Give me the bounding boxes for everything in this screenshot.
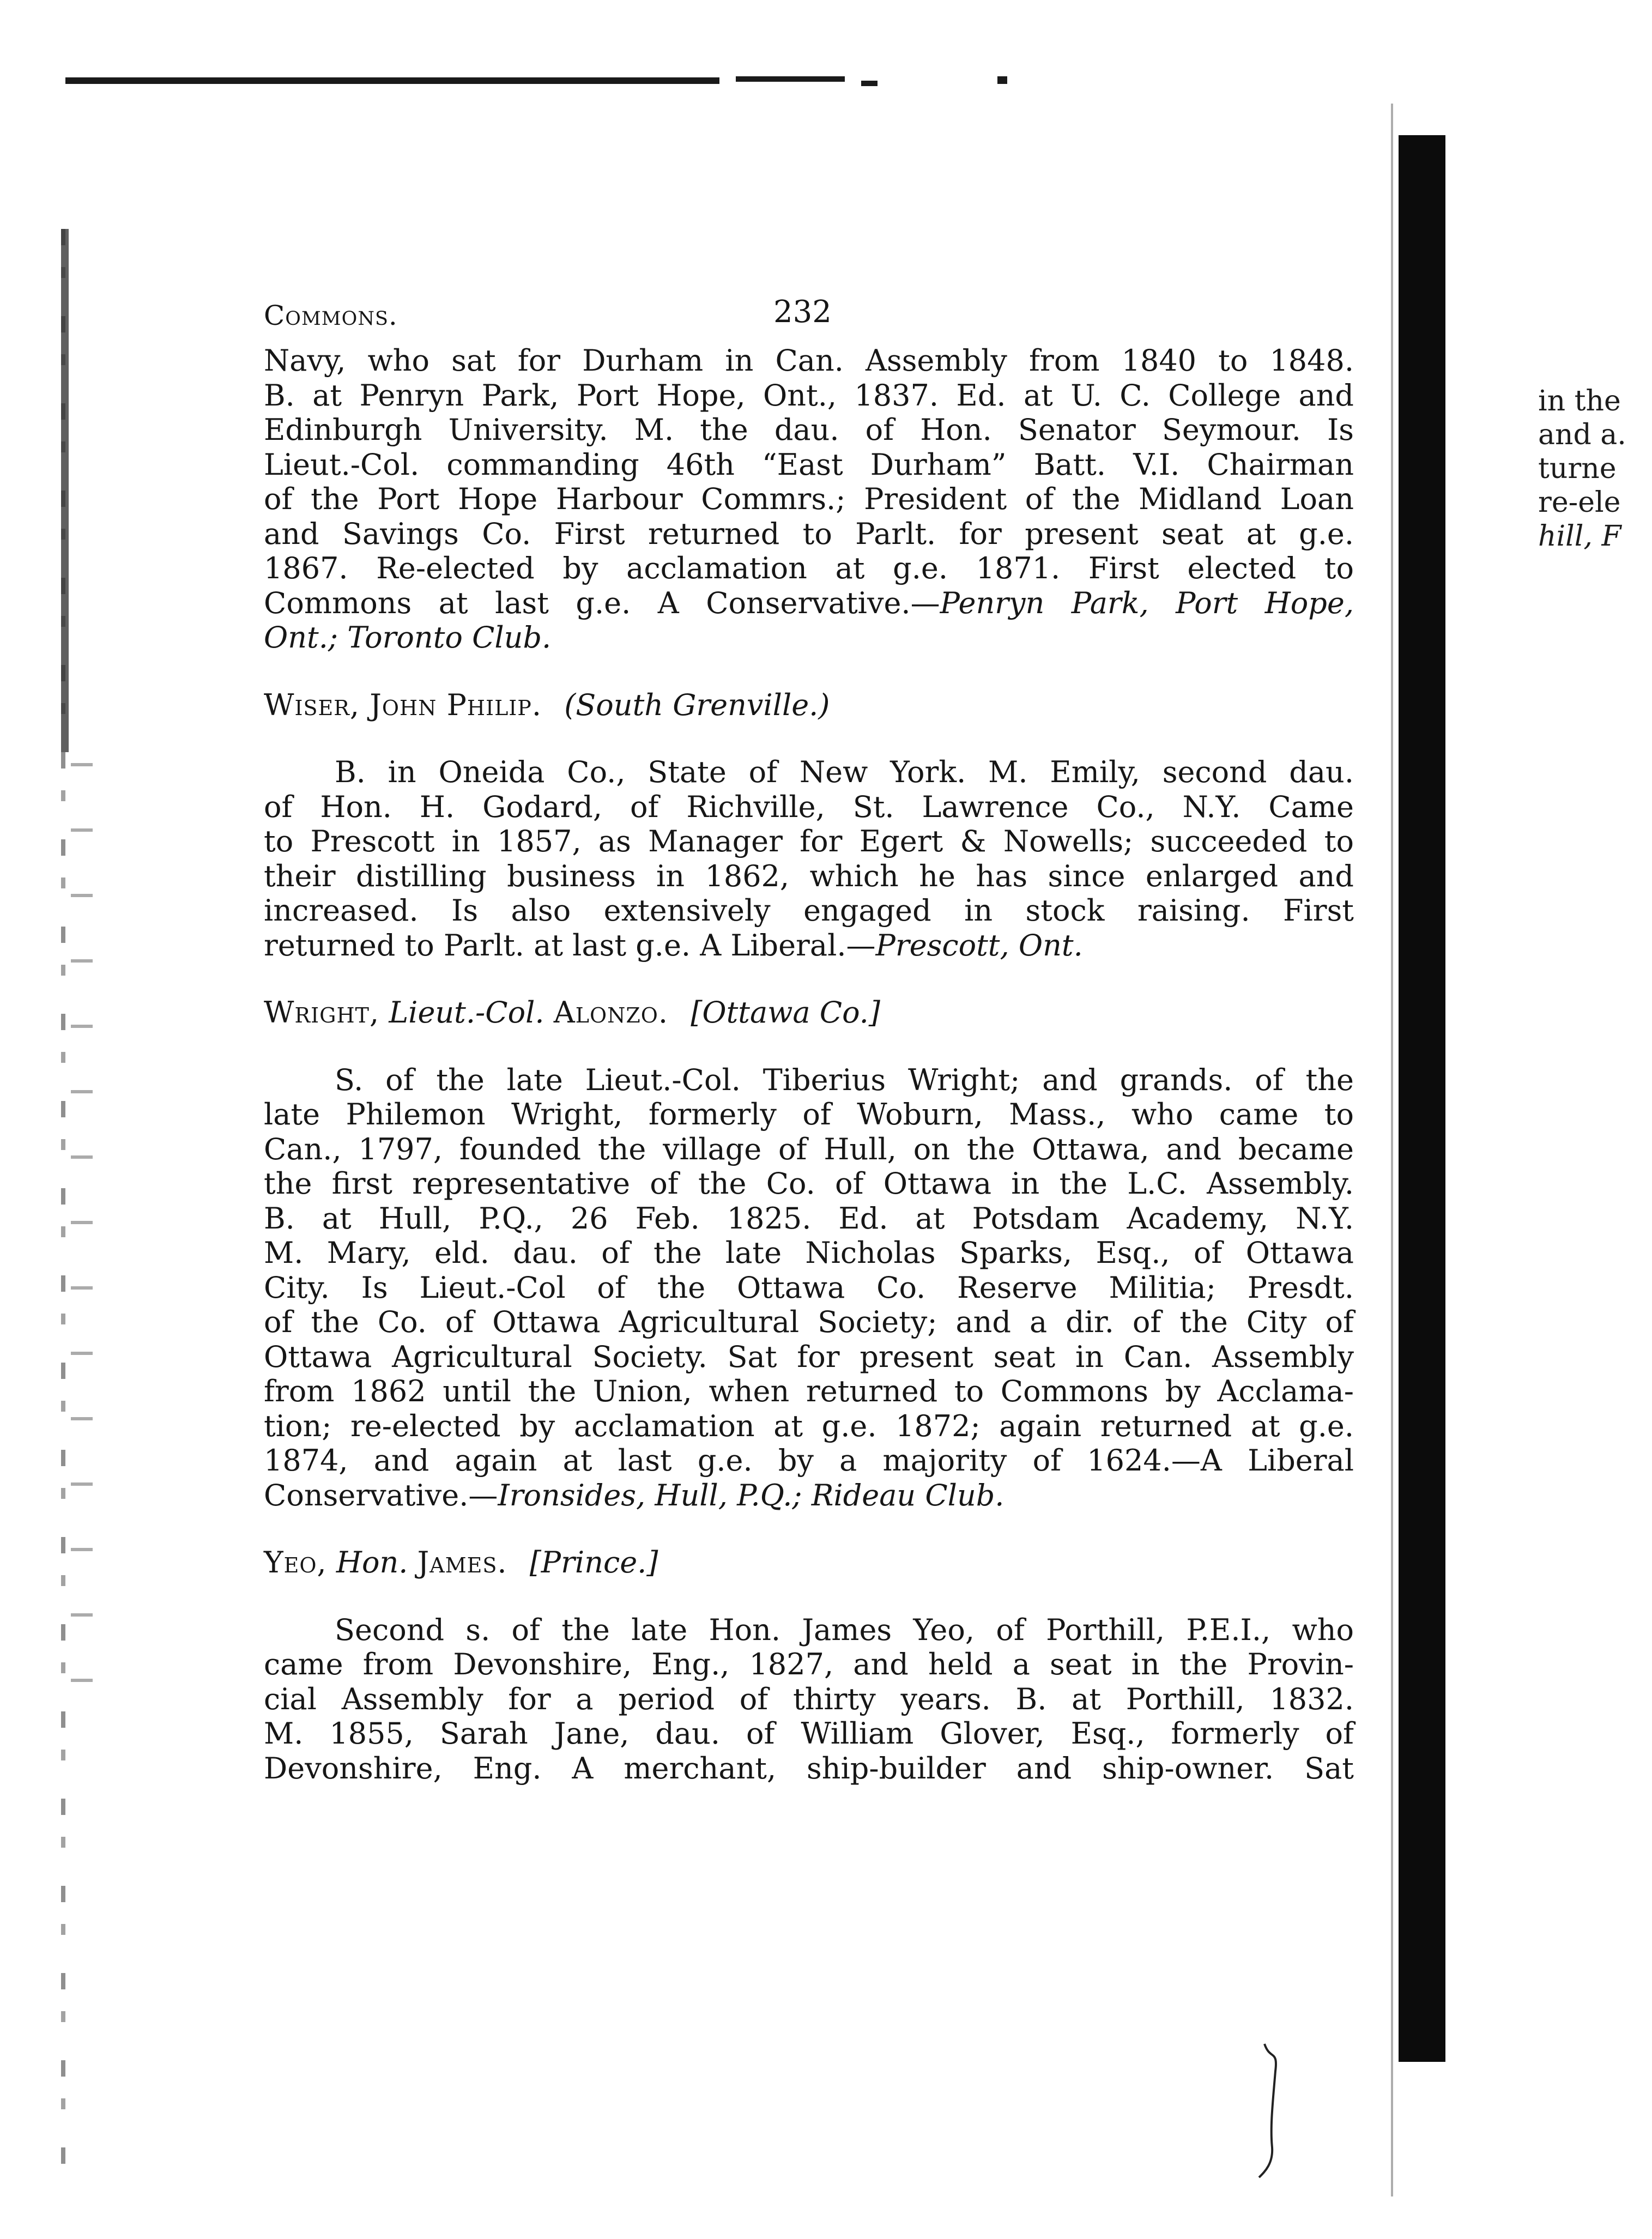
text-line: B. at Hull, P.Q., 26 Feb. 1825. Ed. at Potsdam Academy, N.Y. bbox=[264, 1201, 1354, 1236]
bleed-line: and a. bbox=[1538, 419, 1626, 451]
address: Prescott, Ont. bbox=[875, 928, 1083, 963]
text-line: Lieut.-Col. commanding 46th “East Durham” Batt. V.I. Chairman bbox=[264, 447, 1354, 482]
text-line: S. of the late Lieut.-Col. Tiberius Wright; and grands. of the bbox=[335, 1062, 1354, 1097]
member-given-name: James. bbox=[417, 1545, 507, 1580]
bleed-line: re-ele bbox=[1538, 486, 1621, 519]
address: Ironsides, Hull, P.Q.; Rideau Club. bbox=[498, 1478, 1004, 1512]
text-line bbox=[264, 586, 1354, 621]
text-line: of Hon. H. Godard, of Richville, St. Lawrence Co., N.Y. Came bbox=[264, 789, 1354, 824]
text-line: Can., 1797, founded the village of Hull, on the Ottawa, and became bbox=[264, 1131, 1354, 1166]
text-line: tion; re-elected by acclamation at g.e. 1872; again returned at g.e. bbox=[264, 1408, 1354, 1443]
pencil-mark bbox=[1254, 2038, 1286, 2180]
text-line: and Savings Co. First returned to Parlt. for present seat at g.e. bbox=[264, 516, 1354, 551]
section-title: Commons. bbox=[264, 300, 398, 331]
text-line: M. 1855, Sarah Jane, dau. of William Glover, Esq., formerly of bbox=[264, 1716, 1354, 1751]
continuation-paragraph bbox=[264, 343, 1354, 655]
text-line: of the Co. of Ottawa Agricultural Society; and a dir. of the City of bbox=[264, 1305, 1354, 1339]
constituency: [Ottawa Co.] bbox=[691, 995, 880, 1030]
text-line: Second s. of the late Hon. James Yeo, of Porthill, P.E.I., who bbox=[335, 1612, 1354, 1647]
entry-heading bbox=[264, 1545, 1354, 1580]
text-fragment: Commons at last g.e. A Conservative.— bbox=[264, 585, 940, 620]
text-line: of the Port Hope Harbour Commrs.; President of the Midland Loan bbox=[264, 482, 1354, 516]
page-number: 232 bbox=[773, 294, 832, 330]
left-margin-ticks bbox=[71, 763, 93, 1744]
entry-heading bbox=[264, 688, 1354, 723]
entry-paragraph bbox=[264, 1613, 1354, 1786]
text-line: B. at Penryn Park, Port Hope, Ont., 1837. Ed. at U. C. College and bbox=[264, 378, 1354, 413]
text-line bbox=[264, 928, 1354, 963]
member-given-name: Alonzo. bbox=[553, 995, 669, 1030]
book-page bbox=[264, 294, 1354, 1786]
constituency: [Prince.] bbox=[529, 1545, 658, 1580]
entry-heading bbox=[264, 995, 1354, 1030]
member-name: Wright, bbox=[264, 995, 380, 1030]
entry-paragraph bbox=[264, 1063, 1354, 1513]
text-fragment: returned to Parlt. at last g.e. A Liberal.— bbox=[264, 928, 876, 963]
text-fragment: Conservative.— bbox=[264, 1478, 498, 1512]
bleed-line: turne bbox=[1538, 452, 1617, 485]
text-line: 1874, and again at last g.e. by a majority of 1624.—A Liberal bbox=[264, 1443, 1354, 1478]
text-line: came from Devonshire, Eng., 1827, and held a seat in the Provin- bbox=[264, 1647, 1354, 1681]
book-gutter-shadow bbox=[1399, 135, 1445, 2062]
member-name: Yeo, bbox=[264, 1545, 327, 1580]
top-scan-rule-mark bbox=[997, 76, 1007, 84]
text-line: from 1862 until the Union, when returned to Commons by Acclama- bbox=[264, 1374, 1354, 1408]
constituency: (South Grenville.) bbox=[564, 687, 830, 722]
member-title: Hon. bbox=[336, 1545, 408, 1580]
text-line: Navy, who sat for Durham in Can. Assembly from 1840 to 1848. bbox=[264, 343, 1354, 378]
running-head bbox=[264, 294, 1354, 343]
text-line: increased. Is also extensively engaged in stock raising. First bbox=[264, 893, 1354, 928]
top-scan-rule-segment bbox=[736, 76, 845, 82]
page-edge-line bbox=[1391, 104, 1393, 2196]
text-line: cial Assembly for a period of thirty years. B. at Porthill, 1832. bbox=[264, 1681, 1354, 1716]
text-line: Devonshire, Eng. A merchant, ship-builder and ship-owner. Sat bbox=[264, 1751, 1354, 1786]
bleed-line: hill, F bbox=[1538, 520, 1621, 553]
top-scan-rule bbox=[65, 77, 719, 84]
text-line: B. in Oneida Co., State of New York. M. Emily, second dau. bbox=[335, 755, 1354, 789]
text-line: to Prescott in 1857, as Manager for Egert & Nowells; succeeded to bbox=[264, 824, 1354, 858]
text-line: Edinburgh University. M. the dau. of Hon. Senator Seymour. Is bbox=[264, 413, 1354, 447]
facing-page-bleed bbox=[1538, 384, 1652, 553]
member-title: Lieut.-Col. bbox=[389, 995, 544, 1030]
entry-paragraph bbox=[264, 755, 1354, 963]
member-name: Wiser, John Philip. bbox=[264, 687, 542, 722]
text-line bbox=[264, 1478, 1354, 1513]
top-scan-rule-dot bbox=[861, 81, 878, 86]
text-line: 1867. Re-elected by acclamation at g.e. 1871. First elected to bbox=[264, 551, 1354, 585]
bleed-line: in the bbox=[1538, 385, 1621, 417]
text-line: Ottawa Agricultural Society. Sat for present seat in Can. Assembly bbox=[264, 1339, 1354, 1374]
text-line: their distilling business in 1862, which he has since enlarged and bbox=[264, 858, 1354, 893]
address-line: Ont.; Toronto Club. bbox=[264, 620, 552, 655]
text-line: M. Mary, eld. dau. of the late Nicholas Sparks, Esq., of Ottawa bbox=[264, 1236, 1354, 1270]
address: Penryn Park, Port Hope, bbox=[940, 585, 1354, 620]
left-margin-bar bbox=[61, 229, 69, 752]
text-line: City. Is Lieut.-Col of the Ottawa Co. Reserve Militia; Presdt. bbox=[264, 1270, 1354, 1305]
text-line: late Philemon Wright, formerly of Woburn, Mass., who came to bbox=[264, 1097, 1354, 1131]
text-line: the first representative of the Co. of Ottawa in the L.C. Assembly. bbox=[264, 1166, 1354, 1201]
